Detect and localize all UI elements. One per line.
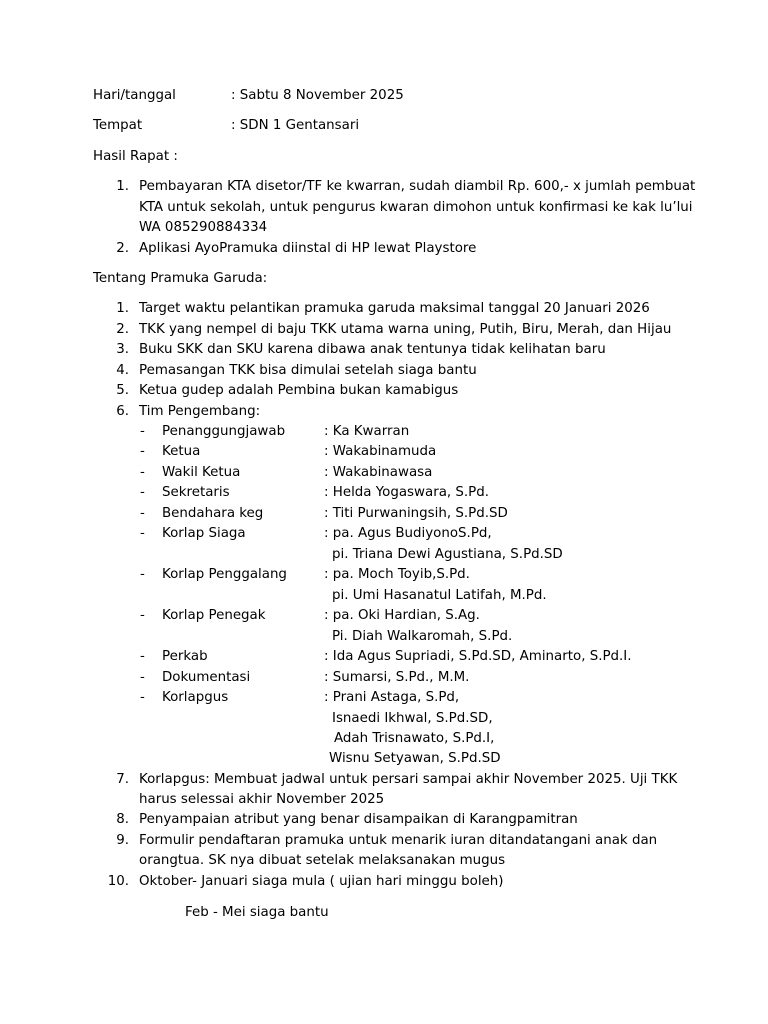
team-dash: - xyxy=(140,465,145,480)
list-item-text: Target waktu pelantikan pramuka garuda maksimal tanggal 20 Januari 2026 xyxy=(139,301,650,316)
place-label: Tempat xyxy=(93,118,143,133)
list-number: 1. xyxy=(116,179,129,194)
list-number: 5. xyxy=(116,383,129,398)
team-member: : Titi Purwaningsih, S.Pd.SD xyxy=(324,506,508,521)
team-role: Sekretaris xyxy=(162,485,230,500)
team-role: Korlap Penggalang xyxy=(162,567,287,582)
team-member: Wisnu Setyawan, S.Pd.SD xyxy=(329,751,501,766)
team-role: Korlap Penegak xyxy=(162,608,266,623)
list-number: 1. xyxy=(116,301,129,316)
list-item-text: Formulir pendaftaran pramuka untuk menarik iuran ditandatangani anak dan xyxy=(139,833,658,848)
team-member: Adah Trisnawato, S.Pd.I, xyxy=(334,731,495,746)
garuda-heading: Tentang Pramuka Garuda: xyxy=(93,271,268,286)
team-member: pi. Umi Hasanatul Latifah, M.Pd. xyxy=(332,588,547,603)
team-dash: - xyxy=(140,649,145,664)
list-number: 4. xyxy=(116,363,129,378)
team-role: Wakil Ketua xyxy=(162,465,241,480)
team-member: : pa. Moch Toyib,S.Pd. xyxy=(324,567,470,582)
list-item-text: TKK yang nempel di baju TKK utama warna uning, Putih, Biru, Merah, dan Hijau xyxy=(139,322,672,337)
team-dash: - xyxy=(140,424,145,439)
team-member: pi. Triana Dewi Agustiana, S.Pd.SD xyxy=(332,547,563,562)
team-member: : Prani Astaga, S.Pd, xyxy=(324,690,460,705)
team-member: Pi. Diah Walkaromah, S.Pd. xyxy=(332,629,513,644)
team-member: : Ida Agus Supriadi, S.Pd.SD, Aminarto, S.Pd.I. xyxy=(324,649,632,664)
team-role: Korlap Siaga xyxy=(162,526,246,541)
team-member: : Helda Yogaswara, S.Pd. xyxy=(324,485,490,500)
list-number: 2. xyxy=(116,322,129,337)
list-item-text: Pembayaran KTA disetor/TF ke kwarran, sudah diambil Rp. 600,- x jumlah pembuat xyxy=(139,179,696,194)
list-item-text: Oktober- Januari siaga mula ( ujian hari minggu boleh) xyxy=(139,874,504,889)
team-dash: - xyxy=(140,567,145,582)
date-label: Hari/tanggal xyxy=(93,88,176,103)
team-member: : pa. Oki Hardian, S.Ag. xyxy=(324,608,480,623)
date-value: : Sabtu 8 November 2025 xyxy=(231,88,404,103)
footer-note: Feb - Mei siaga bantu xyxy=(185,905,329,920)
team-role: Penanggungjawab xyxy=(162,424,286,439)
list-number: 6. xyxy=(116,404,129,419)
list-item-text: Tim Pengembang: xyxy=(139,404,261,419)
list-item-text: Penyampaian atribut yang benar disampaikan di Karangpamitran xyxy=(139,812,578,827)
team-role: Bendahara keg xyxy=(162,506,264,521)
hasil-rapat-heading: Hasil Rapat : xyxy=(93,149,178,164)
team-dash: - xyxy=(140,690,145,705)
team-dash: - xyxy=(140,526,145,541)
list-item-text: Korlapgus: Membuat jadwal untuk persari sampai akhir November 2025. Uji TKK xyxy=(139,772,678,787)
team-dash: - xyxy=(140,485,145,500)
team-dash: - xyxy=(140,444,145,459)
team-member: : Wakabinawasa xyxy=(324,465,433,480)
list-item-text: KTA untuk sekolah, untuk pengurus kwaran dimohon untuk konfirmasi ke kak lu’lui xyxy=(139,200,693,215)
list-number: 10. xyxy=(107,874,129,889)
team-member: : Ka Kwarran xyxy=(324,424,410,439)
list-number: 9. xyxy=(116,833,129,848)
team-role: Dokumentasi xyxy=(162,670,251,685)
team-role: Perkab xyxy=(162,649,208,664)
team-member: : pa. Agus BudiyonoS.Pd, xyxy=(324,526,492,541)
list-number: 3. xyxy=(116,342,129,357)
team-member: : Wakabinamuda xyxy=(324,444,437,459)
team-role: Korlapgus xyxy=(162,690,229,705)
list-number: 7. xyxy=(116,772,129,787)
team-member: Isnaedi Ikhwal, S.Pd.SD, xyxy=(332,711,493,726)
team-dash: - xyxy=(140,670,145,685)
list-item-text: Buku SKK dan SKU karena dibawa anak tentunya tidak kelihatan baru xyxy=(139,342,606,357)
team-dash: - xyxy=(140,506,145,521)
team-role: Ketua xyxy=(162,444,201,459)
team-dash: - xyxy=(140,608,145,623)
list-item-text: orangtua. SK nya dibuat setelak melaksanakan mugus xyxy=(139,853,506,868)
list-number: 8. xyxy=(116,812,129,827)
list-item-text: Pemasangan TKK bisa dimulai setelah siaga bantu xyxy=(139,363,477,378)
list-item-text: Ketua gudep adalah Pembina bukan kamabigus xyxy=(139,383,459,398)
list-number: 2. xyxy=(116,241,129,256)
list-item-text: WA 085290884334 xyxy=(139,220,268,235)
team-member: : Sumarsi, S.Pd., M.M. xyxy=(324,670,470,685)
list-item-text: Aplikasi AyoPramuka diinstal di HP lewat Playstore xyxy=(139,241,477,256)
place-value: : SDN 1 Gentansari xyxy=(231,118,360,133)
list-item-text: harus selessai akhir November 2025 xyxy=(139,792,385,807)
